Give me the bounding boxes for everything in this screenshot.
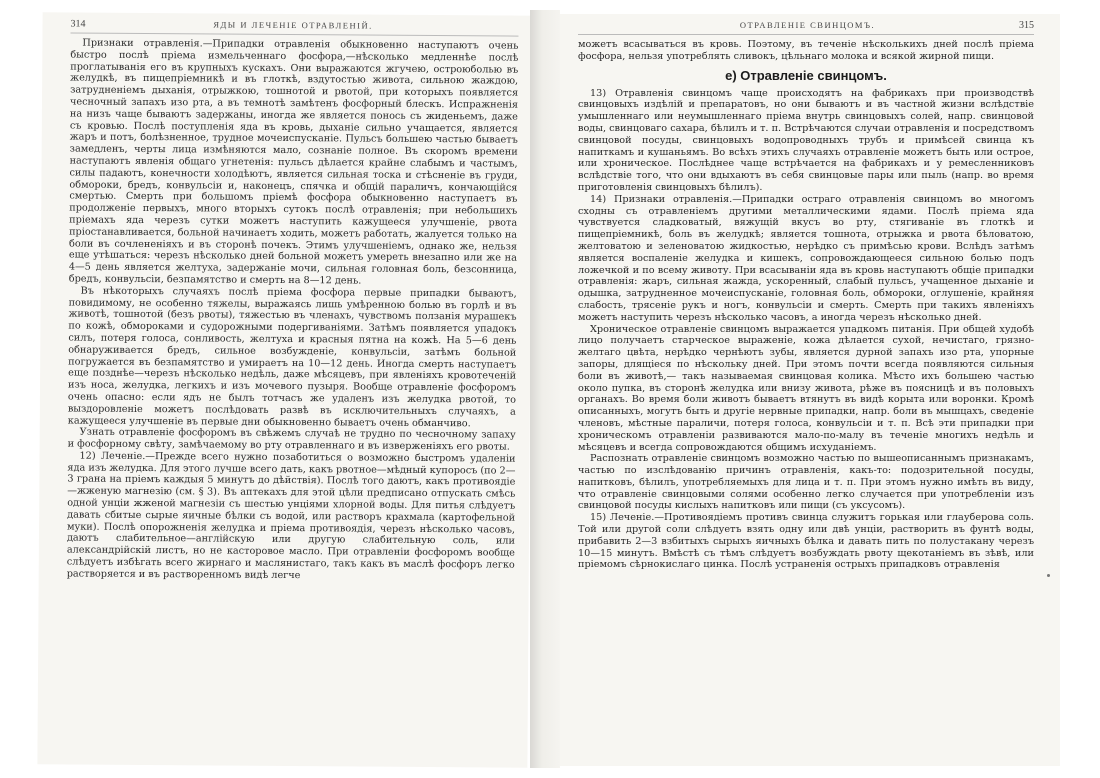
paragraph: 13) Отравленія свинцомъ чаще происходятъ на фабрикахъ при производствѣ свинцовыхъ издѣлій и препаратовъ, но они бываютъ и въ частной жизни вслѣдствіе умышленнаго или неумышленнаго пріема внутрь свинцовыхъ солей, напр. свинцовой воды, свинцоваго сахара, бѣлилъ и т. п. Встрѣчаются случаи отравленія и посредствомъ свинцовой посуды, свинцовыхъ водопроводныхъ трубъ и примѣсей свинца къ напиткамъ и кушаньямъ. Во всѣхъ этихъ случаяхъ отравленіе можетъ быть или острое, или хроническое. Послѣднее чаще встрѣчается на фабрикахъ и у ремесленниковъ вслѣдствіе того, что они вдыхаютъ въ себя свинцовые пары или пыль (напр. во время приготовленія свинцовыхъ бѣлилъ). [578,87,1034,193]
book-gutter [530,10,560,768]
paragraph: Въ нѣкоторыхъ случаяхъ послѣ пріема фосфора первые припадки бываютъ, повидимому, не особенно тяжелы, выражаясь лишь умѣренною болью въ горлѣ и въ животѣ, тошнотой (безъ рвоты), тяжестью въ членахъ, чувствомъ ползанія мурашекъ по кожѣ, обмороками и судорожными подергиваніями. Затѣмъ появляется упадокъ силъ, потеря голоса, сонливость, желтуха и красныя пятна на кожѣ. На 5—6 день обнаруживается бредъ, сильное возбужденіе, конвульсіи, затѣмъ больной погружается въ безпамятство и умираетъ на 10—12 день. Иногда смерть наступаетъ еще позднѣе—черезъ нѣсколько недѣль, даже мѣсяцевъ, при явленіяхъ кровотеченій изъ носа, желудка, легкихъ и изъ мочевого пузыря. Вообще отравленіе фосфоромъ очень опасно: если ядъ не былъ тотчасъ же удаленъ изъ желудка рвотой, то выздоровленіе можетъ послѣдовать развѣ въ исключительныхъ случаяхъ, а кажущееся улучшеніе въ первые дни обыкновенно бываетъ очень обманчиво. [67,285,517,429]
paragraph: 12) Леченіе.—Прежде всего нужно позаботиться о возможно быстромъ удаленіи яда изъ желудка. Для этого лучше всего дать, какъ рвотное—мѣдный купоросъ (по 2—3 грана на пріемъ каждыя 5 минутъ до дѣйствія). Послѣ того даютъ, какъ противоядіе—жженую магнезію (см. § 3). Въ аптекахъ для этой цѣли предписано отпускать смѣсь одной унціи жженой магнезіи съ шестью унціями хлорной воды. Для питья слѣдуетъ давать сбитые сырые яичные бѣлки съ водой, или растворъ крахмала (картофельной муки). Послѣ опорожненія желудка и пріема противоядія, черезъ нѣсколько часовъ, даютъ слабительное—англійскую или другую слабительную соль, или александрійскій листъ, но не касторовое масло. При отравленіи фосфоромъ вообще слѣдуетъ избѣгать всего жирнаго и маслянистаго, такъ какъ въ маслѣ фосфоръ легко растворяется и въ растворенномъ видѣ легче [66,450,516,581]
paragraph: Признаки отравленія.—Припадки отравленія обыкновенно наступаютъ очень быстро послѣ пріема измельченнаго фосфора,—нѣсколько медленнѣе послѣ проглатыванія его въ крупныхъ кускахъ. Они выражаются жгучею, остроюболью въ желудкѣ, въ пищепріемникѣ и въ глоткѣ, вздутостью живота, сильною жаждою, затрудненіемъ дыханія, отрыжкою, тошнотой и рвотой, при которыхъ появляется чесночный запахъ изо рта, а въ темнотѣ замѣтенъ фосфорный блескъ. Испражненія на низъ чаще бываютъ задержаны, иногда же является понось съ жиденьемъ, даже съ кровью. Послѣ поступленія яда въ кровь, дыханіе сильно учащается, является жаръ и потъ, болѣзненное, трудное мочеиспусканіе. Пульсъ большею частью бываетъ замедленъ, черты лица измѣняются мало, сознаніе полное. Въ скоромъ времени наступаютъ явленія общаго угнетенія: пульсъ дѣлается крайне слабымъ и частымъ, силы падаютъ, конечности холодѣютъ, является сильная тоска и стѣсненіе въ груди, обмороки, бредъ, конвульсіи и, наконецъ, спячка и общій параличъ, кончающійся смертью. Смерть при большомъ пріемѣ фосфора обыкновенно наступаетъ въ продолженіе первыхъ, много вторыхъ сутокъ послѣ отравленія; при небольшихъ пріемахъ яда черезъ сутки можетъ наступить кажущееся улучшеніе, рвота пріостанавливается, больной начинаетъ ходить, можетъ работать, жалуется только на боли въ сочлененіяхъ и въ сторонѣ почекъ. Этимъ улучшеніемъ, однако же, нельзя еще утѣшаться: черезъ нѣсколько дней больной можетъ умереть внезапно или же на 4—5 день является желтуха, задержаніе мочи, сильная головная боль, безсонница, бредъ, конвульсіи, безпамятство и смерть на 8—12 день. [68,37,519,287]
paragraph: Распознать отравленіе свинцомъ возможно частью по вышеописаннымъ признакамъ, частью по изслѣдованію причинъ отравленія, какъ-то: подозрительной посуды, напитковъ, бѣлилъ, употребляемыхъ для лица и т. п. При этомъ нужно имѣть въ виду, что отравленіе свинцовыми солями особенно легко случается при употребленіи изъ свинцовой посуды кислыхъ напитковъ или пищи (съ уксусомъ). [578,453,1034,512]
paragraph: Узнать отравленіе фосфоромъ въ свѣжемъ случаѣ не трудно по чесночному запаху и фосфорному свѣту, замѣчаемому во рту отравленнаго и въ изверженіяхъ его рвоты. [67,426,516,453]
right-page [560,14,1060,766]
left-page-number: 314 [70,18,86,30]
paragraph: 15) Леченіе.—Противоядіемъ противъ свинца служитъ горькая или глауберова соль. Той или другой соли слѣдуетъ взять одну или двѣ унціи, растворить въ фунтѣ воды, прибавить 2—3 взбитыхъ сырыхъ яичныхъ бѣлка и давать пить по полустакану черезъ 10—15 минутъ. Вмѣстѣ съ тѣмъ слѣдуетъ возбуждать рвоту щекотаніемъ въ зѣвѣ, или пріемомъ сѣрнокислаго цинка. Послѣ устраненія острыхъ припадковъ отравленія [578,512,1034,571]
section-title: е) Отравленіе свинцомъ. [725,67,887,83]
paragraph: Хроническое отравленіе свинцомъ выражается упадкомъ питанія. При общей худобѣ лицо получаетъ старческое выраженіе, кожа дѣлается сухой, нечистаго, грязно-желтаго цвѣта, нерѣдко чернѣютъ зубы, является дурной запахъ изо рта, упорные запоры, длящіеся по нѣскольку дней. При этомъ почти всегда появляются сильныя боли въ животѣ,— такъ называемая свинцовая колика. Мѣсто ихъ большею частью около пупка, въ сторонѣ желудка или внизу живота, рѣже въ поясницѣ и въ половыхъ органахъ. Во время боли животъ бываетъ втянутъ въ видѣ корыта или воронки. Кромѣ описанныхъ, могутъ быть и другіе нервные припадки, напр. боли въ мышцахъ, сведеніе членовъ, мѣстные параличи, потеря голоса, конвульсіи и т. п. Всѣ эти припадки при хроническомъ отравленіи развиваются мало-по-малу въ теченіе многихъ недѣль и мѣсяцевъ и всегда сопровождаются общимъ исхуданіемъ. [578,323,1034,453]
left-page-body [67,37,519,583]
left-running-title: ЯДЫ И ЛЕЧЕНІЕ ОТРАВЛЕНІЙ. [213,19,373,31]
right-running-title: ОТРАВЛЕНІЕ СВИНЦОМЪ. [739,20,876,30]
paragraph: 14) Признаки отравленія.—Припадки остраго отравленія свинцомъ во многомъ сходны съ отравленіемъ другими металлическими ядами. Послѣ пріема яда чувствуется сладковатый, вяжущій вкусъ во рту, стягиваніе въ глоткѣ и пищепріемникѣ, боль въ желудкѣ; является тошнота, отрыжка и рвота бѣловатою, желтоватою и зеленоватою жидкостью, нерѣдко съ примѣсью крови. Вслѣдъ затѣмъ является воспаленіе желудка и кишекъ, сопровождающееся сильною болью подъ ложечкой и по всему животу. При всасываніи яда въ кровь наступаютъ общіе припадки отравленія: жаръ, сильная жажда, ускоренный, слабый пульсъ, учащенное дыханіе и одышка, затрудненное мочеиспусканіе, головная боль, обмороки, оглушеніе, крайняя слабость, трясеніе рукъ и ногъ, конвульсіи и смерть. Смерть при такихъ явленіяхъ можетъ наступить черезъ нѣсколько часовъ, а иногда черезъ нѣсколько дней. [578,193,1034,323]
carryover-paragraph: можетъ всасываться въ кровь. Поэтому, въ теченіе нѣсколькихъ дней послѣ пріема фосфора, нельзя употреблять сливокъ, цѣльнаго молока и всякой жирной пищи. [578,39,1034,62]
right-running-head [578,20,1034,35]
left-running-head [70,18,518,36]
right-page-body [578,39,1034,571]
left-page [37,12,532,767]
right-page-number: 315 [1018,20,1034,31]
scan-speck [1047,574,1050,577]
